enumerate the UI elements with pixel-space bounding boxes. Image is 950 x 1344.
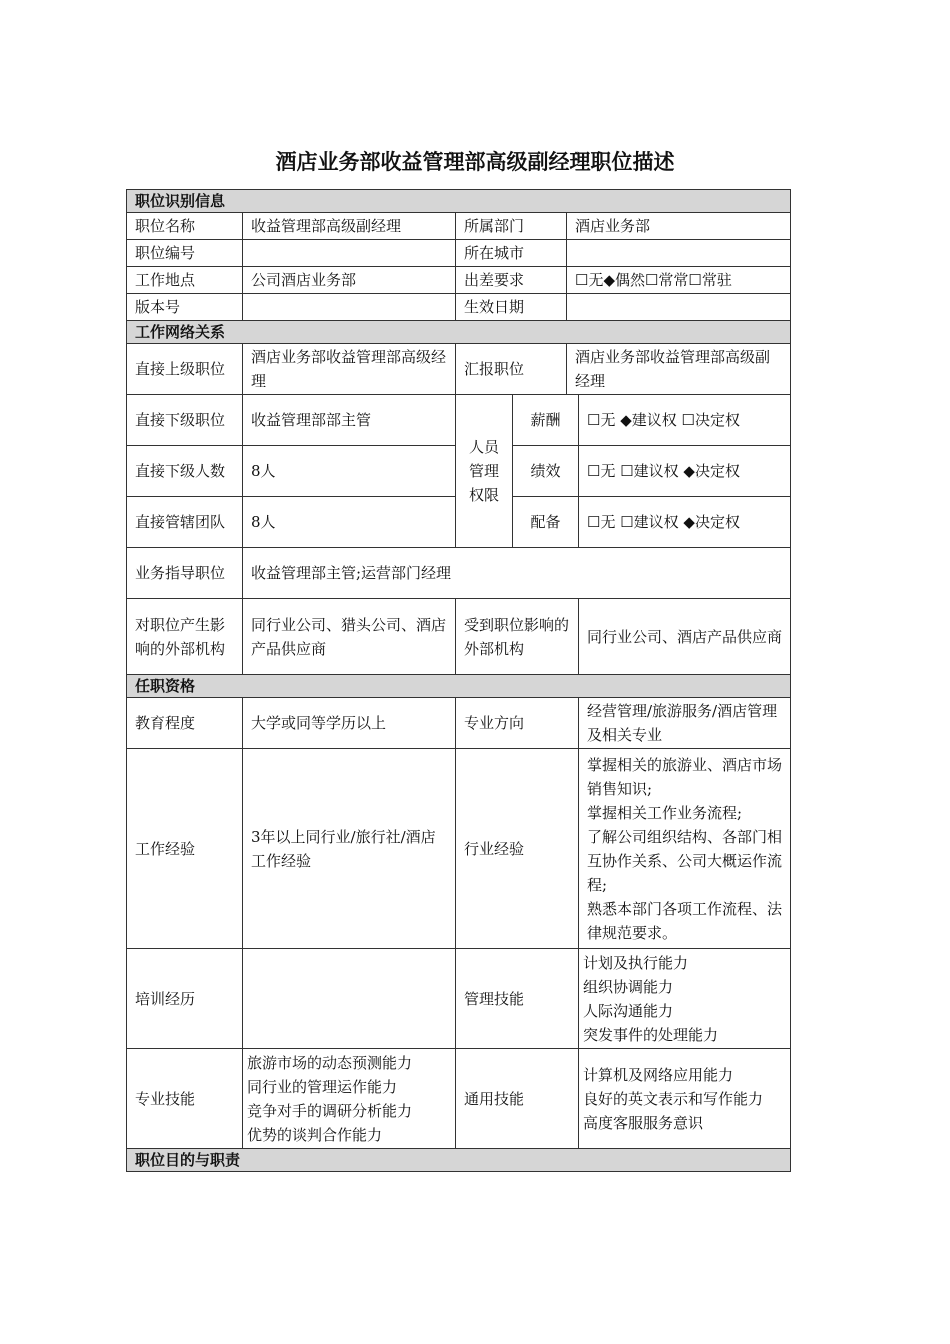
job-no-value	[243, 240, 456, 267]
external-affecting-value: 同行业公司、猎头公司、酒店产品供应商	[243, 599, 456, 675]
external-affecting-label: 对职位产生影响的外部机构	[127, 599, 243, 675]
travel-value: ☐无◆偶然☐常常☐常驻	[567, 267, 791, 294]
education-label: 教育程度	[127, 698, 243, 749]
list-item: 了解公司组织结构、各部门相互协作关系、公司大概运作流程;	[587, 827, 783, 894]
management-skills-list	[579, 949, 791, 1049]
training-value	[243, 949, 456, 1049]
list-item: 掌握相关的旅游业、酒店市场销售知识;	[587, 755, 783, 798]
job-description-table	[126, 189, 791, 1172]
report-label: 汇报职位	[456, 344, 567, 395]
team-label: 直接管辖团队	[127, 497, 243, 548]
effective-date-label: 生效日期	[456, 294, 567, 321]
performance-value: ☐无 ☐建议权 ◆决定权	[579, 446, 791, 497]
list-item: 优势的谈判合作能力	[247, 1125, 383, 1144]
travel-label: 出差要求	[456, 267, 567, 294]
superior-value: 酒店业务部收益管理部高级经理	[243, 344, 456, 395]
superior-label: 直接上级职位	[127, 344, 243, 395]
location-value: 公司酒店业务部	[243, 267, 456, 294]
dept-value: 酒店业务部	[567, 213, 791, 240]
list-item: 旅游市场的动态预测能力	[247, 1053, 413, 1072]
professional-skills-list	[243, 1049, 456, 1149]
list-item: 高度客服服务意识	[583, 1113, 704, 1132]
general-skills-label: 通用技能	[456, 1049, 579, 1149]
list-item: 突发事件的处理能力	[583, 1025, 719, 1044]
guidance-label: 业务指导职位	[127, 548, 243, 599]
version-label: 版本号	[127, 294, 243, 321]
page-title: 酒店业务部收益管理部高级副经理职位描述	[275, 150, 675, 174]
performance-label: 绩效	[513, 446, 579, 497]
dept-label: 所属部门	[456, 213, 567, 240]
job-name-value: 收益管理部高级副经理	[243, 213, 456, 240]
section-header-purpose: 职位目的与职责	[127, 1149, 791, 1172]
list-item: 人际沟通能力	[583, 1001, 674, 1020]
authority-label: 人员管理权限	[456, 395, 513, 548]
version-value	[243, 294, 456, 321]
list-item: 竞争对手的调研分析能力	[247, 1101, 413, 1120]
list-item: 组织协调能力	[583, 977, 674, 996]
section-header-identification: 职位识别信息	[127, 190, 791, 213]
location-label: 工作地点	[127, 267, 243, 294]
training-label: 培训经历	[127, 949, 243, 1049]
sub-count-label: 直接下级人数	[127, 446, 243, 497]
salary-label: 薪酬	[513, 395, 579, 446]
list-item: 熟悉本部门各项工作流程、法律规范要求。	[587, 899, 783, 942]
list-item: 计算机及网络应用能力	[583, 1065, 734, 1084]
external-affected-value: 同行业公司、酒店产品供应商	[579, 599, 791, 675]
list-item: 良好的英文表示和写作能力	[583, 1089, 764, 1108]
subordinate-value: 收益管理部部主管	[243, 395, 456, 446]
major-label: 专业方向	[456, 698, 579, 749]
education-value: 大学或同等学历以上	[243, 698, 456, 749]
staffing-value: ☐无 ☐建议权 ◆决定权	[579, 497, 791, 548]
effective-date-value	[567, 294, 791, 321]
staffing-label: 配备	[513, 497, 579, 548]
management-skills-label: 管理技能	[456, 949, 579, 1049]
general-skills-list	[579, 1049, 791, 1149]
report-value: 酒店业务部收益管理部高级副经理	[567, 344, 791, 395]
external-affected-label: 受到职位影响的外部机构	[456, 599, 579, 675]
team-value: 8人	[243, 497, 456, 548]
industry-experience-label: 行业经验	[456, 749, 579, 949]
list-item: 同行业的管理运作能力	[247, 1077, 398, 1096]
city-value	[567, 240, 791, 267]
job-name-label: 职位名称	[127, 213, 243, 240]
industry-experience-list	[579, 749, 791, 949]
job-no-label: 职位编号	[127, 240, 243, 267]
city-label: 所在城市	[456, 240, 567, 267]
list-item: 掌握相关工作业务流程;	[587, 803, 743, 822]
sub-count-value: 8人	[243, 446, 456, 497]
guidance-value: 收益管理部主管;运营部门经理	[243, 548, 791, 599]
subordinate-label: 直接下级职位	[127, 395, 243, 446]
list-item: 计划及执行能力	[583, 953, 689, 972]
major-value: 经营管理/旅游服务/酒店管理及相关专业	[579, 698, 791, 749]
section-header-network: 工作网络关系	[127, 321, 791, 344]
experience-value: 3年以上同行业/旅行社/酒店工作经验	[243, 749, 456, 949]
salary-value: ☐无 ◆建议权 ☐决定权	[579, 395, 791, 446]
section-header-qualifications: 任职资格	[127, 675, 791, 698]
professional-skills-label: 专业技能	[127, 1049, 243, 1149]
experience-label: 工作经验	[127, 749, 243, 949]
